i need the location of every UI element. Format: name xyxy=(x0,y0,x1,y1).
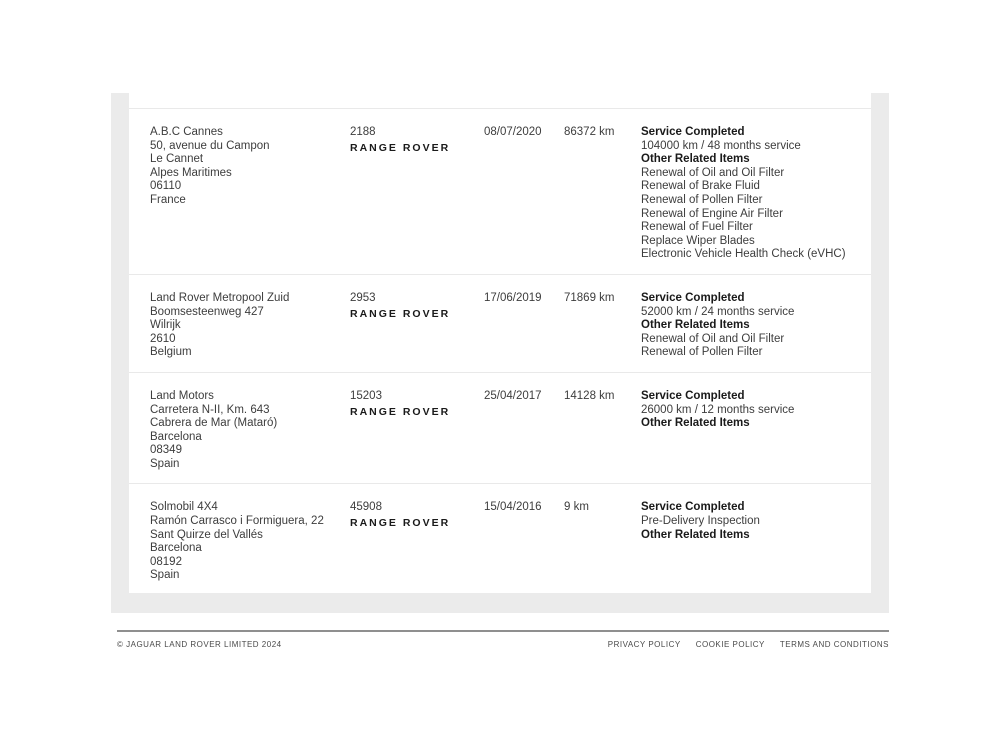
odometer-reading: 9 km xyxy=(564,501,589,514)
dealer-address-line: Wilrijk xyxy=(150,319,181,332)
dealer-address-line: Cabrera de Mar (Mataró) xyxy=(150,417,278,430)
odometer-reading: 86372 km xyxy=(564,126,615,138)
service-description: 52000 km / 24 months service xyxy=(641,305,795,318)
service-status: Service Completed xyxy=(641,126,745,138)
job-number: 45908 xyxy=(350,501,382,514)
service-record-row xyxy=(129,483,871,593)
service-record-row xyxy=(129,372,871,484)
dealer-address xyxy=(150,390,350,472)
card-top-spacer xyxy=(129,93,871,108)
dealer-address-line: 06110 xyxy=(150,180,182,193)
footer xyxy=(117,630,889,649)
job-number: 15203 xyxy=(350,389,382,402)
vehicle-brand-cell xyxy=(350,501,484,583)
related-item: Replace Wiper Blades xyxy=(641,234,755,247)
service-date: 25/04/2017 xyxy=(484,389,542,402)
service-record-row xyxy=(129,108,871,274)
service-details xyxy=(641,501,850,583)
related-item: Renewal of Pollen Filter xyxy=(641,346,763,359)
service-date: 17/06/2019 xyxy=(484,291,542,304)
related-item: Renewal of Brake Fluid xyxy=(641,180,760,193)
vehicle-brand-cell xyxy=(350,292,484,360)
related-item: Renewal of Engine Air Filter xyxy=(641,207,783,220)
related-item: Electronic Vehicle Health Check (eVHC) xyxy=(641,248,846,261)
copyright-text: © JAGUAR LAND ROVER LIMITED 2024 xyxy=(117,640,282,649)
related-items-title: Other Related Items xyxy=(641,528,750,541)
related-item: Renewal of Fuel Filter xyxy=(641,221,753,234)
dealer-address-line: Belgium xyxy=(150,346,192,359)
service-description: 26000 km / 12 months service xyxy=(641,403,795,416)
range-rover-logo: RANGE ROVER xyxy=(350,405,451,418)
dealer-address xyxy=(150,126,350,262)
dealer-address-line: Land Rover Metropool Zuid xyxy=(150,291,290,304)
dealer-address-line: Spain xyxy=(150,457,180,470)
dealer-address-line: Land Motors xyxy=(150,389,214,402)
job-number: 2188 xyxy=(350,126,376,138)
related-items-title: Other Related Items xyxy=(641,153,750,166)
dealer-address-line: France xyxy=(150,193,186,206)
dealer-address-line: Ramón Carrasco i Formiguera, 22 xyxy=(150,515,324,528)
related-item: Renewal of Oil and Oil Filter xyxy=(641,332,785,345)
service-status: Service Completed xyxy=(641,291,745,304)
service-history-section xyxy=(111,93,889,613)
dealer-address-line: Carretera N-II, Km. 643 xyxy=(150,403,270,416)
service-status: Service Completed xyxy=(641,389,745,402)
dealer-address-line: A.B.C Cannes xyxy=(150,126,223,138)
related-items-title: Other Related Items xyxy=(641,417,750,430)
dealer-address-line: 50, avenue du Campon xyxy=(150,139,270,152)
service-history-card xyxy=(129,93,871,593)
vehicle-brand-cell xyxy=(350,126,484,262)
service-date: 08/07/2020 xyxy=(484,126,542,138)
service-description: Pre-Delivery Inspection xyxy=(641,515,760,528)
dealer-address-line: 2610 xyxy=(150,332,176,345)
dealer-address-line: Le Cannet xyxy=(150,153,204,166)
service-details xyxy=(641,390,850,472)
odometer-reading: 14128 km xyxy=(564,389,615,402)
dealer-address xyxy=(150,292,350,360)
range-rover-logo: RANGE ROVER xyxy=(350,517,451,530)
vehicle-brand-cell xyxy=(350,390,484,472)
job-number: 2953 xyxy=(350,291,376,304)
related-item: Renewal of Pollen Filter xyxy=(641,193,763,206)
dealer-address-line: 08349 xyxy=(150,444,182,457)
dealer-address-line: Alpes Maritimes xyxy=(150,166,232,179)
dealer-address-line: 08192 xyxy=(150,555,182,568)
dealer-address xyxy=(150,501,350,583)
dealer-address-line: Sant Quirze del Vallés xyxy=(150,528,263,541)
footer-links xyxy=(593,640,889,649)
privacy-policy-link[interactable]: PRIVACY POLICY xyxy=(607,640,681,649)
service-status: Service Completed xyxy=(641,501,745,514)
dealer-address-line: Barcelona xyxy=(150,430,202,443)
dealer-address-line: Barcelona xyxy=(150,542,202,555)
related-items-title: Other Related Items xyxy=(641,319,750,332)
service-description: 104000 km / 48 months service xyxy=(641,139,801,152)
related-item: Renewal of Oil and Oil Filter xyxy=(641,166,785,179)
dealer-address-line: Boomsesteenweg 427 xyxy=(150,305,264,318)
footer-divider xyxy=(117,630,889,632)
service-date: 15/04/2016 xyxy=(484,501,542,514)
cookie-policy-link[interactable]: COOKIE POLICY xyxy=(695,640,765,649)
terms-and-conditions-link[interactable]: TERMS AND CONDITIONS xyxy=(779,640,889,649)
dealer-address-line: Spain xyxy=(150,569,180,582)
range-rover-logo: RANGE ROVER xyxy=(350,307,451,320)
dealer-address-line: Solmobil 4X4 xyxy=(150,501,218,514)
service-table xyxy=(129,108,871,593)
range-rover-logo: RANGE ROVER xyxy=(350,141,451,154)
odometer-reading: 71869 km xyxy=(564,291,615,304)
service-details xyxy=(641,292,850,360)
service-details xyxy=(641,126,850,262)
service-record-row xyxy=(129,274,871,372)
